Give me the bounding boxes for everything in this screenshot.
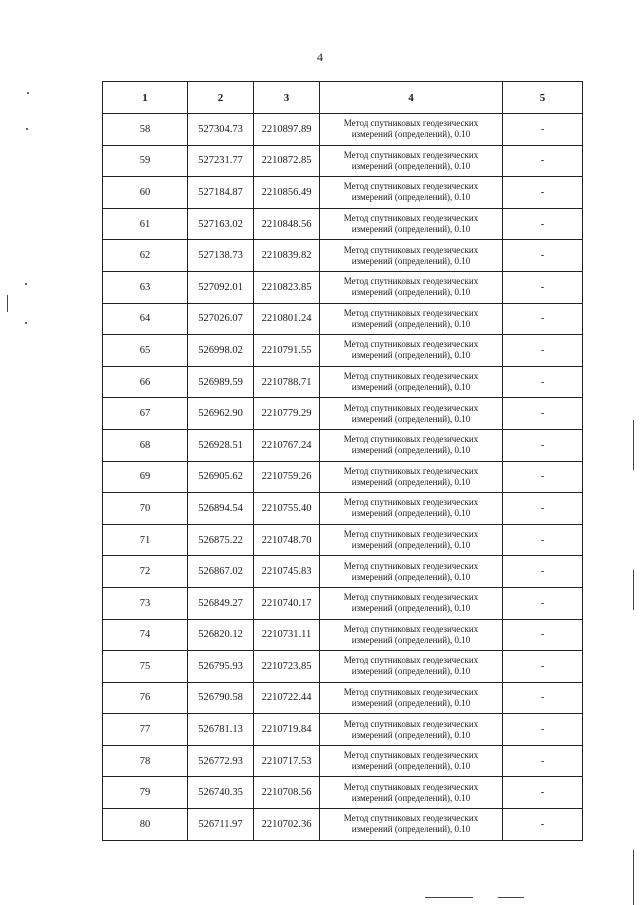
table-row xyxy=(103,651,583,683)
y-coordinate-cell: 2210708.56 xyxy=(254,777,320,809)
x-coordinate-cell: 526894.54 xyxy=(188,493,254,525)
table-row xyxy=(103,493,583,525)
point-number-cell: 72 xyxy=(103,556,188,588)
y-coordinate-cell: 2210748.70 xyxy=(254,524,320,556)
method-cell xyxy=(320,461,503,493)
note-cell: - xyxy=(503,809,583,841)
method-line-2: измерений (определений), 0.10 xyxy=(351,255,471,266)
x-coordinate-cell: 527184.87 xyxy=(188,177,254,209)
point-number-cell: 74 xyxy=(103,619,188,651)
method-line-2: измерений (определений), 0.10 xyxy=(351,540,471,551)
scan-speck xyxy=(25,322,27,324)
method-line-2: измерений (определений), 0.10 xyxy=(351,761,471,772)
x-coordinate-cell: 526867.02 xyxy=(188,556,254,588)
y-coordinate-cell: 2210848.56 xyxy=(254,208,320,240)
method-cell xyxy=(320,493,503,525)
note-cell: - xyxy=(503,524,583,556)
column-header: 3 xyxy=(254,82,320,114)
method-line-2: измерений (определений), 0.10 xyxy=(351,508,471,519)
method-line-1: Метод спутниковых геодезических xyxy=(343,276,479,287)
method-cell xyxy=(320,208,503,240)
method-line-2: измерений (определений), 0.10 xyxy=(351,192,471,203)
x-coordinate-cell: 527304.73 xyxy=(188,114,254,146)
table-row xyxy=(103,524,583,556)
table-row xyxy=(103,208,583,240)
note-cell: - xyxy=(503,398,583,430)
note-cell: - xyxy=(503,493,583,525)
method-line-2: измерений (определений), 0.10 xyxy=(351,318,471,329)
note-cell: - xyxy=(503,745,583,777)
x-coordinate-cell: 526740.35 xyxy=(188,777,254,809)
note-cell: - xyxy=(503,366,583,398)
table-row xyxy=(103,556,583,588)
method-line-1: Метод спутниковых геодезических xyxy=(343,813,479,824)
x-coordinate-cell: 526989.59 xyxy=(188,366,254,398)
method-line-2: измерений (определений), 0.10 xyxy=(351,666,471,677)
y-coordinate-cell: 2210719.84 xyxy=(254,714,320,746)
point-number-cell: 64 xyxy=(103,303,188,335)
method-line-1: Метод спутниковых геодезических xyxy=(343,750,479,761)
note-cell: - xyxy=(503,429,583,461)
point-number-cell: 63 xyxy=(103,271,188,303)
method-line-2: измерений (определений), 0.10 xyxy=(351,476,471,487)
x-coordinate-cell: 527138.73 xyxy=(188,240,254,272)
method-cell xyxy=(320,809,503,841)
point-number-cell: 80 xyxy=(103,809,188,841)
point-number-cell: 70 xyxy=(103,493,188,525)
y-coordinate-cell: 2210740.17 xyxy=(254,587,320,619)
method-line-1: Метод спутниковых геодезических xyxy=(343,118,479,129)
x-coordinate-cell: 526928.51 xyxy=(188,429,254,461)
note-cell: - xyxy=(503,145,583,177)
x-coordinate-cell: 526795.93 xyxy=(188,651,254,683)
table-row xyxy=(103,682,583,714)
table-row xyxy=(103,429,583,461)
method-cell xyxy=(320,271,503,303)
method-cell xyxy=(320,556,503,588)
table-row xyxy=(103,240,583,272)
table-row xyxy=(103,177,583,209)
note-cell: - xyxy=(503,777,583,809)
note-cell: - xyxy=(503,461,583,493)
method-line-1: Метод спутниковых геодезических xyxy=(343,623,479,634)
y-coordinate-cell: 2210755.40 xyxy=(254,493,320,525)
scan-margin-line xyxy=(7,295,8,312)
method-line-2: измерений (определений), 0.10 xyxy=(351,160,471,171)
y-coordinate-cell: 2210745.83 xyxy=(254,556,320,588)
method-line-1: Метод спутниковых геодезических xyxy=(343,686,479,697)
scan-margin-line xyxy=(633,850,634,905)
method-line-2: измерений (определений), 0.10 xyxy=(351,729,471,740)
method-line-2: измерений (определений), 0.10 xyxy=(351,697,471,708)
note-cell: - xyxy=(503,240,583,272)
point-number-cell: 71 xyxy=(103,524,188,556)
method-cell xyxy=(320,745,503,777)
method-cell xyxy=(320,240,503,272)
method-line-1: Метод спутниковых геодезических xyxy=(343,592,479,603)
method-line-2: измерений (определений), 0.10 xyxy=(351,445,471,456)
note-cell: - xyxy=(503,271,583,303)
method-cell xyxy=(320,619,503,651)
x-coordinate-cell: 527092.01 xyxy=(188,271,254,303)
note-cell: - xyxy=(503,682,583,714)
y-coordinate-cell: 2210702.36 xyxy=(254,809,320,841)
point-number-cell: 79 xyxy=(103,777,188,809)
scan-bottom-line xyxy=(498,897,524,898)
method-cell xyxy=(320,335,503,367)
x-coordinate-cell: 527163.02 xyxy=(188,208,254,240)
method-cell xyxy=(320,303,503,335)
method-line-2: измерений (определений), 0.10 xyxy=(351,413,471,424)
y-coordinate-cell: 2210731.11 xyxy=(254,619,320,651)
method-cell xyxy=(320,524,503,556)
method-line-1: Метод спутниковых геодезических xyxy=(343,781,479,792)
note-cell: - xyxy=(503,208,583,240)
method-cell xyxy=(320,177,503,209)
method-line-2: измерений (определений), 0.10 xyxy=(351,792,471,803)
method-line-1: Метод спутниковых геодезических xyxy=(343,149,479,160)
method-line-1: Метод спутниковых геодезических xyxy=(343,307,479,318)
x-coordinate-cell: 526998.02 xyxy=(188,335,254,367)
point-number-cell: 76 xyxy=(103,682,188,714)
method-cell xyxy=(320,651,503,683)
note-cell: - xyxy=(503,587,583,619)
y-coordinate-cell: 2210897.89 xyxy=(254,114,320,146)
y-coordinate-cell: 2210823.85 xyxy=(254,271,320,303)
method-line-1: Метод спутниковых геодезических xyxy=(343,402,479,413)
method-line-2: измерений (определений), 0.10 xyxy=(351,824,471,835)
scan-speck xyxy=(25,283,27,285)
point-number-cell: 69 xyxy=(103,461,188,493)
point-number-cell: 75 xyxy=(103,651,188,683)
table-row xyxy=(103,809,583,841)
scan-margin-line xyxy=(633,420,634,470)
table-row xyxy=(103,303,583,335)
note-cell: - xyxy=(503,114,583,146)
x-coordinate-cell: 527026.07 xyxy=(188,303,254,335)
point-number-cell: 59 xyxy=(103,145,188,177)
note-cell: - xyxy=(503,556,583,588)
x-coordinate-cell: 526711.97 xyxy=(188,809,254,841)
method-line-2: измерений (определений), 0.10 xyxy=(351,224,471,235)
x-coordinate-cell: 526905.62 xyxy=(188,461,254,493)
method-line-2: измерений (определений), 0.10 xyxy=(351,571,471,582)
method-cell xyxy=(320,366,503,398)
note-cell: - xyxy=(503,714,583,746)
table-row xyxy=(103,145,583,177)
table-row xyxy=(103,271,583,303)
note-cell: - xyxy=(503,303,583,335)
y-coordinate-cell: 2210801.24 xyxy=(254,303,320,335)
column-header: 4 xyxy=(320,82,503,114)
table-row xyxy=(103,777,583,809)
y-coordinate-cell: 2210717.53 xyxy=(254,745,320,777)
x-coordinate-cell: 526772.93 xyxy=(188,745,254,777)
method-line-1: Метод спутниковых геодезических xyxy=(343,655,479,666)
table-row xyxy=(103,398,583,430)
y-coordinate-cell: 2210759.26 xyxy=(254,461,320,493)
point-number-cell: 58 xyxy=(103,114,188,146)
y-coordinate-cell: 2210791.55 xyxy=(254,335,320,367)
x-coordinate-cell: 526790.58 xyxy=(188,682,254,714)
method-cell xyxy=(320,145,503,177)
y-coordinate-cell: 2210722.44 xyxy=(254,682,320,714)
method-line-1: Метод спутниковых геодезических xyxy=(343,465,479,476)
method-line-1: Метод спутниковых геодезических xyxy=(343,213,479,224)
note-cell: - xyxy=(503,177,583,209)
method-line-1: Метод спутниковых геодезических xyxy=(343,497,479,508)
method-line-1: Метод спутниковых геодезических xyxy=(343,371,479,382)
method-line-1: Метод спутниковых геодезических xyxy=(343,339,479,350)
column-header: 1 xyxy=(103,82,188,114)
point-number-cell: 62 xyxy=(103,240,188,272)
x-coordinate-cell: 527231.77 xyxy=(188,145,254,177)
method-cell xyxy=(320,429,503,461)
point-number-cell: 73 xyxy=(103,587,188,619)
coordinates-table xyxy=(102,81,583,841)
point-number-cell: 60 xyxy=(103,177,188,209)
method-line-2: измерений (определений), 0.10 xyxy=(351,603,471,614)
point-number-cell: 68 xyxy=(103,429,188,461)
method-line-1: Метод спутниковых геодезических xyxy=(343,560,479,571)
note-cell: - xyxy=(503,335,583,367)
scan-speck xyxy=(26,128,28,130)
table-row xyxy=(103,461,583,493)
x-coordinate-cell: 526781.13 xyxy=(188,714,254,746)
table-row xyxy=(103,619,583,651)
scan-speck xyxy=(27,92,29,94)
method-line-1: Метод спутниковых геодезических xyxy=(343,181,479,192)
column-header: 5 xyxy=(503,82,583,114)
method-line-2: измерений (определений), 0.10 xyxy=(351,129,471,140)
y-coordinate-cell: 2210872.85 xyxy=(254,145,320,177)
method-cell xyxy=(320,777,503,809)
y-coordinate-cell: 2210723.85 xyxy=(254,651,320,683)
table-row xyxy=(103,114,583,146)
method-line-2: измерений (определений), 0.10 xyxy=(351,287,471,298)
scan-margin-line xyxy=(633,570,634,610)
method-cell xyxy=(320,398,503,430)
method-line-2: измерений (определений), 0.10 xyxy=(351,382,471,393)
x-coordinate-cell: 526849.27 xyxy=(188,587,254,619)
y-coordinate-cell: 2210767.24 xyxy=(254,429,320,461)
method-cell xyxy=(320,114,503,146)
method-line-2: измерений (определений), 0.10 xyxy=(351,350,471,361)
table-row xyxy=(103,335,583,367)
table-row xyxy=(103,587,583,619)
table-row xyxy=(103,745,583,777)
x-coordinate-cell: 526820.12 xyxy=(188,619,254,651)
note-cell: - xyxy=(503,619,583,651)
x-coordinate-cell: 526962.90 xyxy=(188,398,254,430)
method-cell xyxy=(320,714,503,746)
method-line-2: измерений (определений), 0.10 xyxy=(351,634,471,645)
table-row xyxy=(103,366,583,398)
x-coordinate-cell: 526875.22 xyxy=(188,524,254,556)
method-line-1: Метод спутниковых геодезических xyxy=(343,434,479,445)
method-cell xyxy=(320,682,503,714)
y-coordinate-cell: 2210839.82 xyxy=(254,240,320,272)
point-number-cell: 66 xyxy=(103,366,188,398)
note-cell: - xyxy=(503,651,583,683)
table-header-row xyxy=(103,82,583,114)
scan-bottom-line xyxy=(425,897,473,898)
point-number-cell: 78 xyxy=(103,745,188,777)
method-line-1: Метод спутниковых геодезических xyxy=(343,244,479,255)
point-number-cell: 67 xyxy=(103,398,188,430)
table-row xyxy=(103,714,583,746)
method-cell xyxy=(320,587,503,619)
point-number-cell: 61 xyxy=(103,208,188,240)
method-line-1: Метод спутниковых геодезических xyxy=(343,529,479,540)
column-header: 2 xyxy=(188,82,254,114)
y-coordinate-cell: 2210788.71 xyxy=(254,366,320,398)
y-coordinate-cell: 2210779.29 xyxy=(254,398,320,430)
page-number: 4 xyxy=(317,50,323,64)
y-coordinate-cell: 2210856.49 xyxy=(254,177,320,209)
method-line-1: Метод спутниковых геодезических xyxy=(343,718,479,729)
point-number-cell: 65 xyxy=(103,335,188,367)
point-number-cell: 77 xyxy=(103,714,188,746)
